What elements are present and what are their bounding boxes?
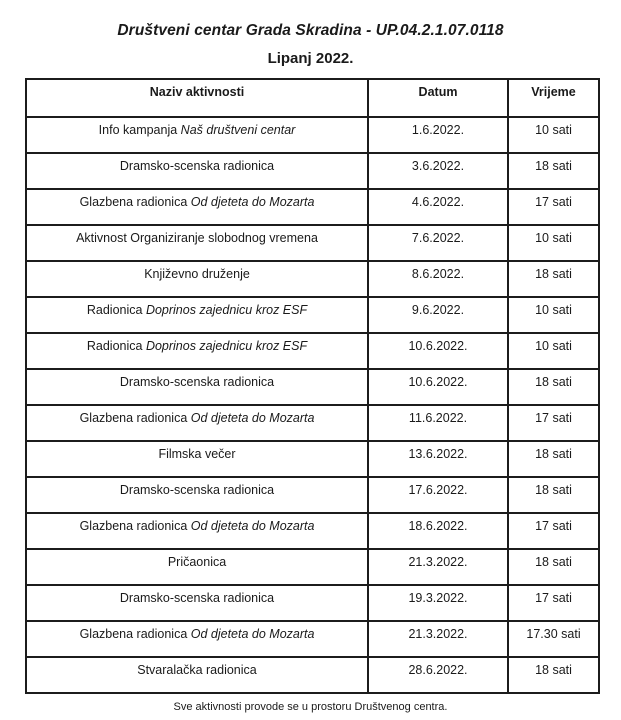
date-cell: 18.6.2022. (368, 513, 508, 549)
time-cell: 17 sati (508, 585, 599, 621)
date-cell: 21.3.2022. (368, 621, 508, 657)
date-cell: 8.6.2022. (368, 261, 508, 297)
activity-name: Radionica (86, 303, 146, 317)
activity-name: Glazbena radionica (79, 519, 191, 533)
date-cell: 3.6.2022. (368, 153, 508, 189)
activity-cell (26, 117, 368, 153)
activity-name-italic: Od djeteta do Mozarta (190, 195, 315, 209)
activity-name-italic: Od djeteta do Mozarta (190, 627, 315, 641)
activity-name: Pričaonica (167, 555, 227, 569)
activity-name: Dramsko-scenska radionica (119, 375, 275, 389)
activity-name: Glazbena radionica (79, 411, 191, 425)
date-cell: 7.6.2022. (368, 225, 508, 261)
activity-cell (26, 405, 368, 441)
activity-cell (26, 153, 368, 189)
date-cell: 21.3.2022. (368, 549, 508, 585)
time-cell: 17 sati (508, 189, 599, 225)
time-cell: 17 sati (508, 405, 599, 441)
table-row (26, 477, 599, 513)
time-cell: 17.30 sati (508, 621, 599, 657)
activity-name-italic: Od djeteta do Mozarta (190, 411, 315, 425)
table-row (26, 189, 599, 225)
activity-cell (26, 621, 368, 657)
time-cell: 18 sati (508, 261, 599, 297)
activity-name-italic: Naš društveni centar (180, 123, 296, 137)
table-row (26, 405, 599, 441)
table-row (26, 117, 599, 153)
activity-name: Info kampanja (98, 123, 181, 137)
date-cell: 11.6.2022. (368, 405, 508, 441)
activity-name: Dramsko-scenska radionica (119, 483, 275, 497)
table-row (26, 621, 599, 657)
time-cell: 18 sati (508, 657, 599, 693)
activity-name: Dramsko-scenska radionica (119, 591, 275, 605)
table-row (26, 369, 599, 405)
activity-name-italic: Doprinos zajednicu kroz ESF (145, 339, 308, 353)
date-cell: 28.6.2022. (368, 657, 508, 693)
activity-name-italic: Doprinos zajednicu kroz ESF (145, 303, 308, 317)
column-header-time: Vrijeme (508, 79, 599, 117)
time-cell: 17 sati (508, 513, 599, 549)
activity-cell (26, 513, 368, 549)
document-title: Društveni centar Grada Skradina - UP.04.2.1.07.0118 (117, 22, 504, 39)
table-row (26, 585, 599, 621)
time-cell: 18 sati (508, 441, 599, 477)
activity-cell (26, 225, 368, 261)
table-row (26, 153, 599, 189)
table-row (26, 297, 599, 333)
table-header-row (26, 79, 599, 117)
date-cell: 10.6.2022. (368, 333, 508, 369)
activity-cell (26, 369, 368, 405)
activity-name: Radionica (86, 339, 146, 353)
activity-name: Dramsko-scenska radionica (119, 159, 275, 173)
column-header-activity: Naziv aktivnosti (26, 79, 368, 117)
table-row (26, 261, 599, 297)
activity-cell (26, 585, 368, 621)
time-cell: 18 sati (508, 369, 599, 405)
activity-name: Glazbena radionica (79, 195, 191, 209)
activity-name: Filmska večer (158, 447, 236, 461)
date-cell: 19.3.2022. (368, 585, 508, 621)
time-cell: 18 sati (508, 153, 599, 189)
activity-cell (26, 477, 368, 513)
time-cell: 10 sati (508, 117, 599, 153)
document-subtitle: Lipanj 2022. (267, 50, 354, 67)
date-cell: 17.6.2022. (368, 477, 508, 513)
time-cell: 18 sati (508, 549, 599, 585)
table-row (26, 513, 599, 549)
activity-cell (26, 549, 368, 585)
time-cell: 10 sati (508, 225, 599, 261)
activity-name: Aktivnost Organiziranje slobodnog vremena (76, 231, 318, 245)
activity-name-italic: Od djeteta do Mozarta (190, 519, 315, 533)
date-cell: 13.6.2022. (368, 441, 508, 477)
table-row (26, 657, 599, 693)
time-cell: 10 sati (508, 333, 599, 369)
table-row (26, 225, 599, 261)
date-cell: 4.6.2022. (368, 189, 508, 225)
footer-note: Sve aktivnosti provode se u prostoru Društvenog centra. (173, 701, 448, 713)
activity-cell (26, 441, 368, 477)
table-row (26, 549, 599, 585)
time-cell: 10 sati (508, 297, 599, 333)
column-header-date: Datum (368, 79, 508, 117)
time-cell: 18 sati (508, 477, 599, 513)
activity-name: Književno druženje (144, 267, 250, 281)
activity-cell (26, 657, 368, 693)
date-cell: 1.6.2022. (368, 117, 508, 153)
table-row (26, 333, 599, 369)
activity-name: Stvaralačka radionica (137, 663, 257, 677)
activity-cell (26, 297, 368, 333)
activities-table (25, 78, 600, 694)
activity-cell (26, 333, 368, 369)
activity-cell (26, 261, 368, 297)
activity-cell (26, 189, 368, 225)
table-row (26, 441, 599, 477)
activity-name: Glazbena radionica (79, 627, 191, 641)
date-cell: 9.6.2022. (368, 297, 508, 333)
date-cell: 10.6.2022. (368, 369, 508, 405)
